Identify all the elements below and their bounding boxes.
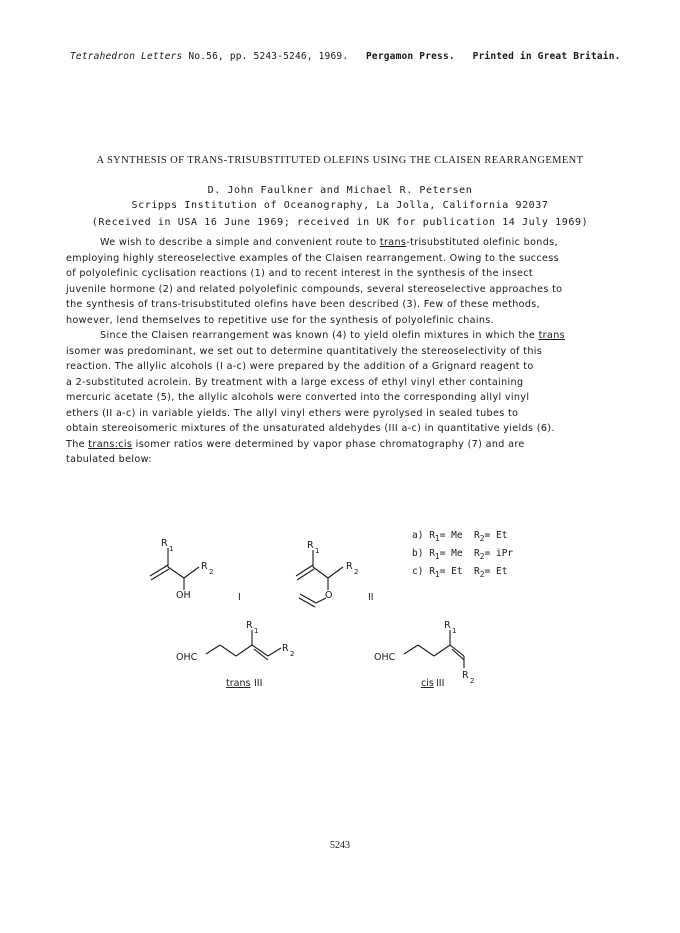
cis-III-label-word: cis — [421, 678, 434, 689]
text-segment: isomer ratios were determined by vapor phase chromatography (7) and are — [132, 438, 525, 450]
struct-I-r1-sub: 1 — [169, 545, 174, 553]
structure-cis-III — [404, 630, 464, 668]
body-line: of polyolefinic cyclisation reactions (1) and to recent interest in the synthesis of the insect — [66, 268, 534, 279]
journal-issue: No.56, pp. 5243-5246, 1969. — [188, 51, 349, 62]
body-line: tabulated below: — [66, 454, 152, 465]
publisher: Pergamon Press. — [366, 51, 455, 62]
struct-II-label: II — [368, 592, 374, 603]
struct-I-r1: R — [161, 538, 168, 549]
trans-III-r1: R — [246, 620, 253, 631]
body-line: reaction. The allylic alcohols (I a-c) were prepared by the addition of a Grignard reagent to — [66, 361, 534, 372]
trans-III-label-word: trans — [226, 678, 251, 689]
text-segment: The — [66, 438, 89, 450]
trans-III-r2: R — [282, 643, 289, 654]
struct-I-label: I — [238, 592, 241, 603]
body-line: ethers (II a-c) in variable yields. The allyl vinyl ethers were pyrolysed in sealed tubes to — [66, 407, 519, 419]
text-segment: We wish to describe a simple and convenient route to — [100, 237, 380, 248]
body-line: mercuric acetate (5), the allylic alcohols were converted into the corresponding allyl vinyl — [66, 392, 530, 403]
trans-III-r2-sub: 2 — [290, 650, 295, 658]
underlined-term: trans — [379, 237, 407, 248]
struct-I-oh: OH — [176, 590, 191, 601]
cis-III-ohc: OHC — [374, 652, 396, 663]
body-line: obtain stereoisomeric mixtures of the unsaturated aldehydes (III a-c) in quantitative yields (6). — [66, 423, 555, 434]
structure-trans-III — [206, 630, 281, 660]
definition-a: a) $R_1= Me$ $R_2= Et$ — [412, 530, 508, 543]
trans-III-label: III — [254, 678, 263, 689]
struct-II-o: O — [325, 590, 333, 601]
definition-b: b) $R_1= Me$ $R_2=$ iPr — [412, 548, 514, 561]
cis-III-r2-sub: 2 — [470, 677, 475, 685]
body-line: isomer was predominant, we set out to determine quantitatively the stereoselectivity of this — [66, 345, 543, 357]
cis-III-r1-sub: 1 — [452, 627, 457, 635]
struct-II-r2: R — [346, 561, 353, 572]
structure-II — [296, 550, 343, 607]
body-line: employing highly stereoselective examples of the Claisen rearrangement. Owing to the success — [66, 252, 559, 264]
body-line: the synthesis of trans-trisubstituted olefins have been described (3). Few of these methods, — [66, 299, 541, 310]
underlined-term: trans:cis — [88, 438, 133, 450]
definition-c: c) $R_1= Et$ $R_2= Et$ — [412, 566, 508, 579]
printed-in: Printed in Great Britain. — [472, 51, 621, 62]
journal-name: Tetrahedron Letters — [70, 51, 183, 62]
cis-III-label: III — [436, 678, 445, 689]
struct-II-r2-sub: 2 — [354, 568, 359, 576]
article-title: A SYNTHESIS OF TRANS-TRISUBSTITUTED OLEFINS USING THE CLAISEN REARRANGEMENT — [96, 155, 584, 166]
affiliation: Scripps Institution of Oceanography, La Jolla, California 92037 — [131, 200, 549, 211]
authors: D. John Faulkner and Michael R. Petersen — [207, 185, 473, 196]
body-line: a 2-substituted acrolein. By treatment with a large excess of ethyl vinyl ether containing — [66, 376, 524, 388]
received-dates: (Received in USA 16 June 1969; received in UK for publication 14 July 1969) — [91, 217, 589, 228]
page-number: 5243 — [330, 840, 350, 851]
text-segment: -trisubstituted olefinic bonds, — [406, 237, 558, 248]
struct-II-r1-sub: 1 — [315, 547, 320, 555]
struct-I-r2: R — [201, 561, 208, 572]
cis-III-r2: R — [462, 670, 469, 681]
struct-II-r1: R — [307, 540, 314, 551]
cis-III-r1: R — [444, 620, 451, 631]
underlined-term: trans — [538, 330, 565, 341]
struct-I-r2-sub: 2 — [209, 568, 214, 576]
body-line: however, lend themselves to repetitive use for the synthesis of polyolefinic chains. — [66, 314, 495, 326]
text-segment: Since the Claisen rearrangement was known (4) to yield olefin mixtures in which the — [100, 330, 539, 341]
body-line: juvenile hormone (2) and related polyolefinic compounds, several stereoselective approaches to — [66, 283, 563, 295]
trans-III-ohc: OHC — [176, 652, 198, 663]
trans-III-r1-sub: 1 — [254, 627, 259, 635]
structure-I — [150, 548, 199, 590]
